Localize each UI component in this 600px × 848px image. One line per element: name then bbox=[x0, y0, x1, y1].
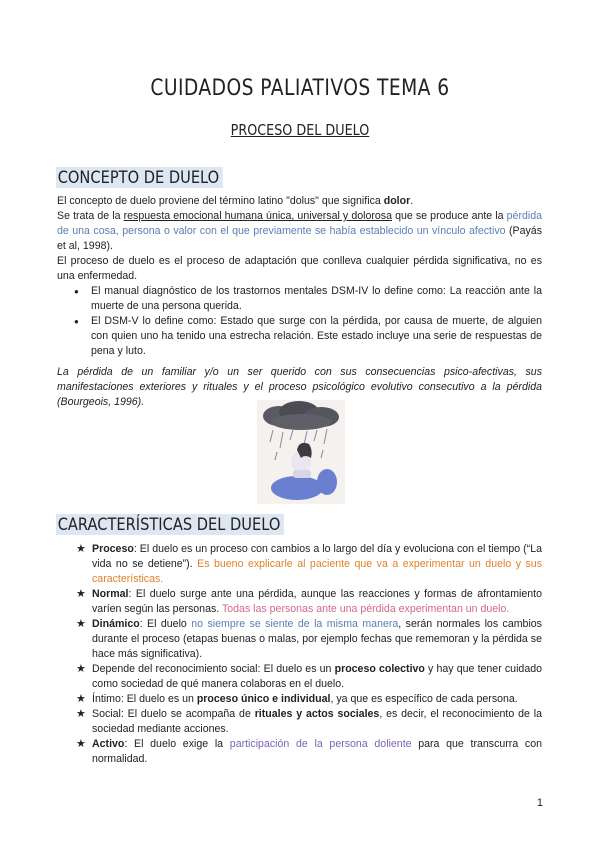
paragraph-process: El proceso de duelo es el proceso de adaptación que conlleva cualquier pérdida significativa, no es una enfermedad. bbox=[57, 255, 542, 282]
paragraph-response: Se trata de la respuesta emocional humana única, universal y dolorosa que se produce ante la pérdida de una cosa, persona o valor con el que previamente se había establecido un vínculo afectivo (Payás et al, 1998). bbox=[57, 210, 542, 252]
list-item: ★ Depende del reconocimiento social: El duelo es un proceso colectivo y hay que tener cuidado como sociedad de qué manera colaboras en el duelo. bbox=[92, 662, 542, 692]
page-number: 1 bbox=[536, 797, 543, 809]
list-item: ★ Íntimo: El duelo es un proceso único e individual, ya que es específico de cada persona. bbox=[92, 692, 542, 707]
paragraph-definition: El concepto de duelo proviene del término latino "dolus" que significa dolor. bbox=[57, 195, 414, 207]
list-item: ● El manual diagnóstico de los trastornos mentales DSM-IV lo define como: La reacción ante la muerte de una persona querida. bbox=[91, 284, 542, 314]
bourgeois-quote: La pérdida de un familiar y/o un ser querido con sus consecuencias psico-afectivas, sus manifestaciones exteriores y rituales y el proceso psicológico evolutivo consecutivo a la pérdida (Bourgeois, 1996). bbox=[57, 366, 542, 408]
section-heading-caracteristicas: CARACTERÍSTICAS DEL DUELO bbox=[56, 514, 284, 535]
list-item: ★ Dinámico: El duelo no siempre se siente de la misma manera, serán normales los cambios durante el proceso (etapas buenas o malas, por ejemplo fechas que rememoran y la pérdida se hace más significativa). bbox=[92, 617, 542, 662]
list-item: ★ Proceso: El duelo es un proceso con cambios a lo largo del día y evoluciona con el tiempo (“La vida no se detiene”). Es bueno explicarle al paciente que va a experimentar un duelo y sus características. bbox=[92, 542, 542, 587]
page-title: CUIDADOS PALIATIVOS TEMA 6 bbox=[150, 76, 450, 101]
grief-illustration bbox=[257, 400, 345, 504]
list-item: ★ Social: El duelo se acompaña de rituales y actos sociales, es decir, el reconocimiento de la sociedad mediante acciones. bbox=[92, 707, 542, 737]
section-heading-concepto: CONCEPTO DE DUELO bbox=[56, 167, 223, 188]
characteristics-list bbox=[57, 542, 542, 767]
list-item: ★ Normal: El duelo surge ante una pérdida, aunque las reacciones y formas de afrontamiento varíen según las personas. Todas las personas ante una pérdida experimentan un duelo. bbox=[92, 587, 542, 617]
dsm-bullet-list bbox=[57, 284, 542, 359]
section-caracteristicas-body bbox=[57, 542, 542, 767]
list-item: ● El DSM-V lo define como: Estado que surge con la pérdida, por causa de muerte, de alguien con quien uno ha tenido una estrecha relación. Este estado incluye una serie de respuestas de pena y luto. bbox=[91, 314, 542, 359]
page-subtitle: PROCESO DEL DUELO bbox=[230, 121, 370, 139]
section-concepto-body bbox=[57, 194, 542, 410]
list-item: ★ Activo: El duelo exige la participación de la persona doliente para que transcurra con normalidad. bbox=[92, 737, 542, 767]
